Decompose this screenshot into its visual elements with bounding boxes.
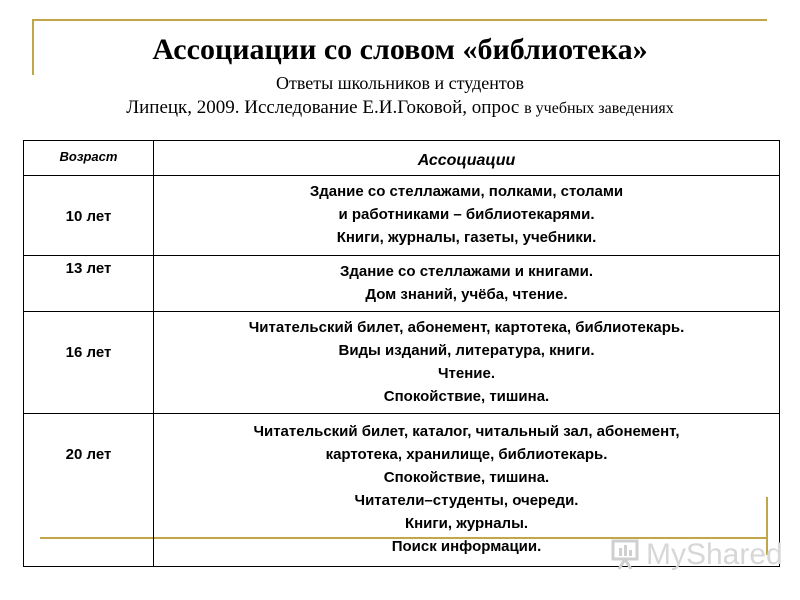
table-row	[24, 256, 780, 312]
association-line: Дом знаний, учёба, чтение.	[365, 286, 568, 303]
age-cell: 20 лет	[24, 414, 154, 567]
association-line: картотека, хранилище, библиотекарь.	[325, 446, 608, 463]
associations-cell	[154, 256, 780, 312]
association-line: Поиск информации.	[391, 538, 542, 555]
header-associations: Ассоциации	[154, 141, 780, 176]
association-line: Здание со стеллажами и книгами.	[339, 263, 594, 280]
watermark	[610, 538, 783, 572]
associations-cell	[154, 176, 780, 256]
association-line: Спокойствие, тишина.	[383, 469, 550, 486]
slide-source	[0, 96, 800, 121]
association-line: Книги, журналы, газеты, учебники.	[336, 229, 597, 246]
association-line: Читатели–студенты, очереди.	[354, 492, 579, 509]
table-row	[24, 312, 780, 414]
table-row	[24, 176, 780, 256]
association-line: Книги, журналы.	[404, 515, 529, 532]
header-age: Возраст	[24, 141, 154, 176]
association-line: Читательский билет, каталог, читальный зал, абонемент,	[253, 423, 680, 440]
age-cell: 13 лет	[24, 256, 154, 312]
slide-subtitle: Ответы школьников и студентов	[276, 73, 524, 93]
slide-title: Ассоциации со словом «библиотека»	[152, 33, 648, 66]
presentation-icon	[610, 538, 642, 572]
association-line: Виды изданий, литература, книги.	[338, 342, 595, 359]
associations-table	[23, 140, 780, 567]
slide-source-main: Липецк, 2009. Исследование Е.И.Гоковой, опрос	[126, 97, 520, 118]
association-line: и работниками – библиотекарями.	[338, 206, 595, 223]
association-line: Чтение.	[437, 365, 496, 382]
decor-line-top	[32, 19, 767, 21]
watermark-text: MyShared	[646, 538, 783, 571]
slide-source-small: в учебных заведениях	[524, 100, 674, 117]
associations-cell	[154, 312, 780, 414]
association-line: Здание со стеллажами, полками, столами	[309, 183, 624, 200]
association-line: Спокойствие, тишина.	[383, 388, 550, 405]
age-cell: 10 лет	[24, 176, 154, 256]
table-header-row	[24, 141, 780, 176]
age-cell: 16 лет	[24, 312, 154, 414]
association-line: Читательский билет, абонемент, картотека, библиотекарь.	[248, 319, 685, 336]
